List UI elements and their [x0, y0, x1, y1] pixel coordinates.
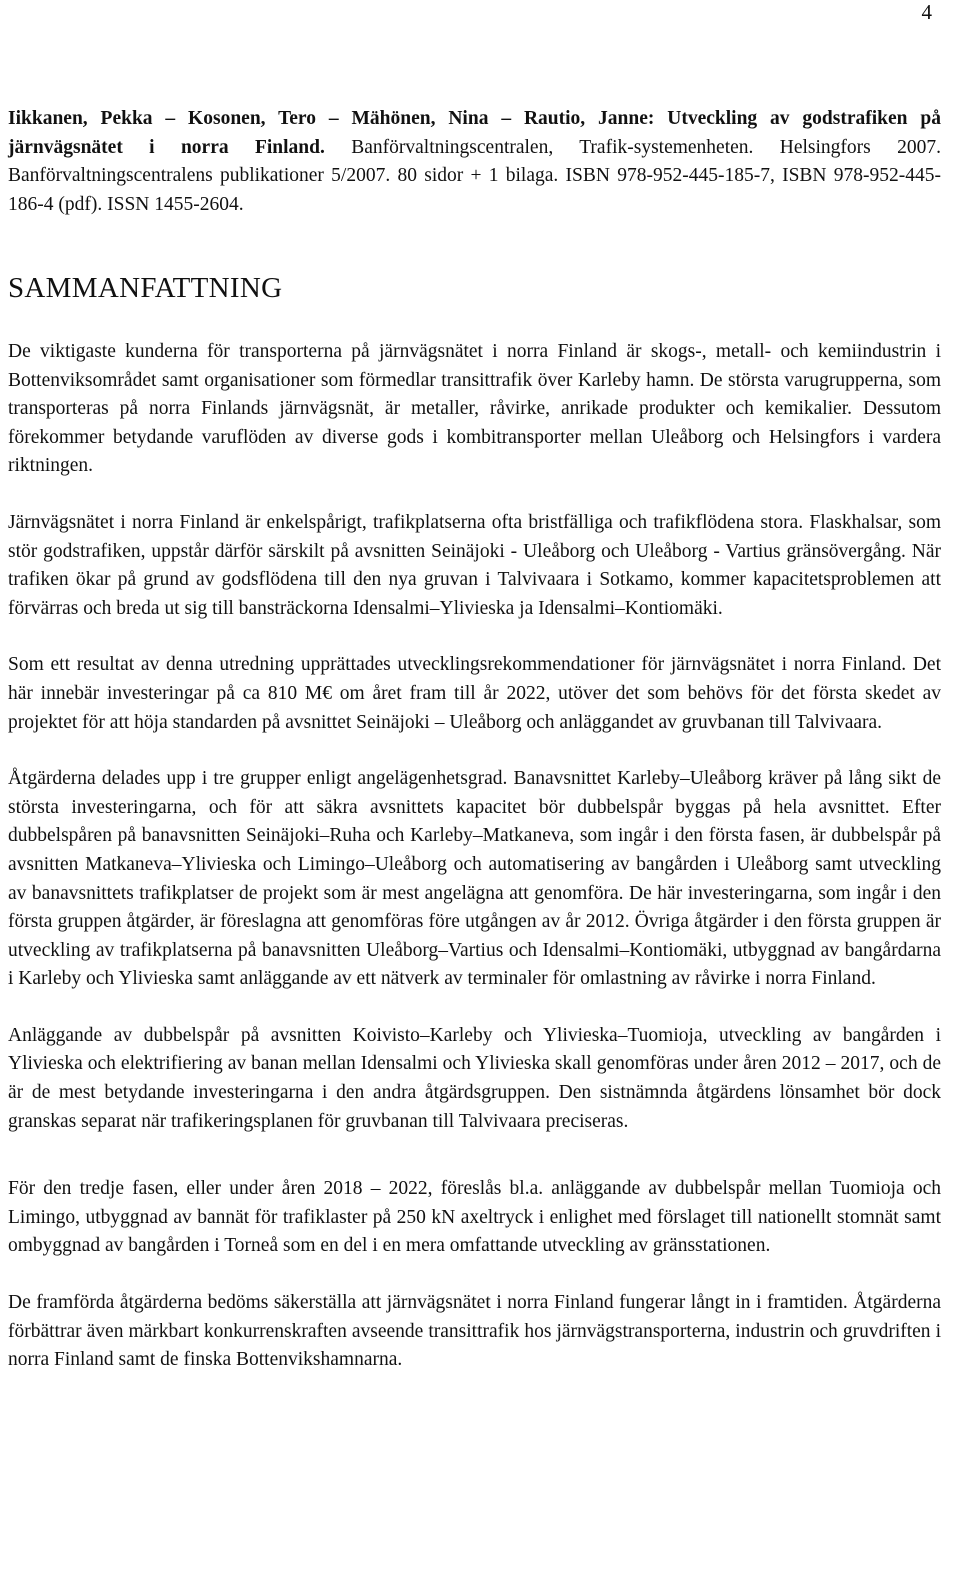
paragraph-6: För den tredje fasen, eller under åren 2018 – 2022, föreslås bl.a. anläggande av dubbelspår mellan Tuomioja och Limingo, utbyggnad av bannät för trafiklaster på 250 kN axeltryck i enlighet med förslaget till nationellt stomnät samt ombyggnad av bangården i Torneå som en del i en mera omfattande utveckling av gränsstationen. [8, 1178, 941, 1257]
paragraph-1: De viktigaste kunderna för transporterna på järnvägsnätet i norra Finland är skogs-, metall- och kemiindustrin i Bottenviksområdet samt organisationer som förmedlar transittrafik över Karleby hamn. De största varugrupperna, som transporteras på norra Finlands järnvägsnät, är metaller, råvirke, anrikade produkter och kemikalier. Dessutom förekommer betydande varuflöden av diverse gods i kombitransporter mellan Uleåborg och Helsingfors i vardera riktningen. [8, 341, 941, 477]
paragraph-5: Anläggande av dubbelspår på avsnitten Koivisto–Karleby och Ylivieska–Tuomioja, utveckling av bangården i Ylivieska och elektrifiering av banan mellan Idensalmi och Ylivieska skall genomföras under åren 2012 – 2017, och de är de mest betydande investeringarna i den andra åtgärdsgruppen. Den sistnämnda åtgärdens lönsamhet bör dock granskas separat när trafikeringsplanen för gruvbanan till Talvivaara preciseras. [8, 1024, 941, 1132]
page-number: 4 [921, 0, 932, 24]
paragraph-2: Järnvägsnätet i norra Finland är enkelspårigt, trafikplatserna ofta bristfälliga och trafikflödena stora. Flaskhalsar, som stör godstrafiken, uppstår därför särskilt på avsnitten Seinäjoki - Uleåborg och Uleåborg - Vartius gränsövergång. När trafiken ökar på grund av godsflödena till den nya gruvan i Talvivaara i Sotkamo, kommer kapacitetsproblemen att förvärras och breda ut sig till bansträckorna Idensalmi–Ylivieska ja Idensalmi–Kontiomäki. [8, 511, 941, 619]
section-heading: SAMMANFATTNING [8, 272, 283, 304]
paragraph-3: Som ett resultat av denna utredning upprättades utvecklingsrekommendationer för järnvägsnätet i norra Finland. Det här innebär investeringar på ca 810 M€ om året fram till år 2022, utöver det som behövs för det första skedet av projektet för att höja standarden på avsnittet Seinäjoki – Uleåborg och anläggandet av gruvbanan till Talvivaara. [8, 654, 941, 733]
citation-details: Banförvaltningscentralen, Trafik-systemenheten. Helsingfors 2007. Banförvaltningscentralens publikationer 5/2007. 80 sidor + 1 bilaga. ISBN 978-952-445-185-7, ISBN 978-952-445-186-4 (pdf). ISSN 1455-2604. [8, 136, 941, 215]
citation-authors-title: Iikkanen, Pekka – Kosonen, Tero – Mähönen, Nina – Rautio, Janne: Utveckling av godstrafiken på järnvägsnätet i norra Finland. [8, 108, 941, 158]
bibliographic-citation [8, 105, 941, 219]
paragraph-4: Åtgärderna delades upp i tre grupper enligt angelägenhetsgrad. Banavsnittet Karleby–Uleåborg kräver på lång sikt de största investeringarna, och för att säkra avsnittets kapacitet bör dubbelspår byggas på hela avsnittet. Efter dubbelspåren på banavsnitten Seinäjoki–Ruha och Karleby–Matkaneva, som ingår i den första fasen, är dubbelspår på avsnitten Matkaneva–Ylivieska och Limingo–Uleåborg och automatisering av bangården i Uleåborg samt utveckling av banavsnittets trafikplatser de projekt som är mest angelägna att genomföra. De här investeringarna, som ingår i den första gruppen åtgärder, är föreslagna att genomföras före utgången av år 2012. Övriga åtgärder i den första gruppen är utveckling av trafikplatserna på banavsnitten Uleåborg–Vartius och Idensalmi–Kontiomäki, utbyggnad av bangårdarna i Karleby och Ylivieska samt anläggande av ett nätverk av terminaler för omlastning av råvirke i norra Finland. [8, 768, 941, 990]
summary-body [8, 338, 941, 1403]
paragraph-7: De framförda åtgärderna bedöms säkerställa att järnvägsnätet i norra Finland fungerar långt in i framtiden. Åtgärderna förbättrar även märkbart konkurrenskraften avseende transittrafik hos järnvägstransporterna, industrin och gruvdriften i norra Finland samt de finska Bottenvikshamnarna. [8, 1292, 941, 1371]
